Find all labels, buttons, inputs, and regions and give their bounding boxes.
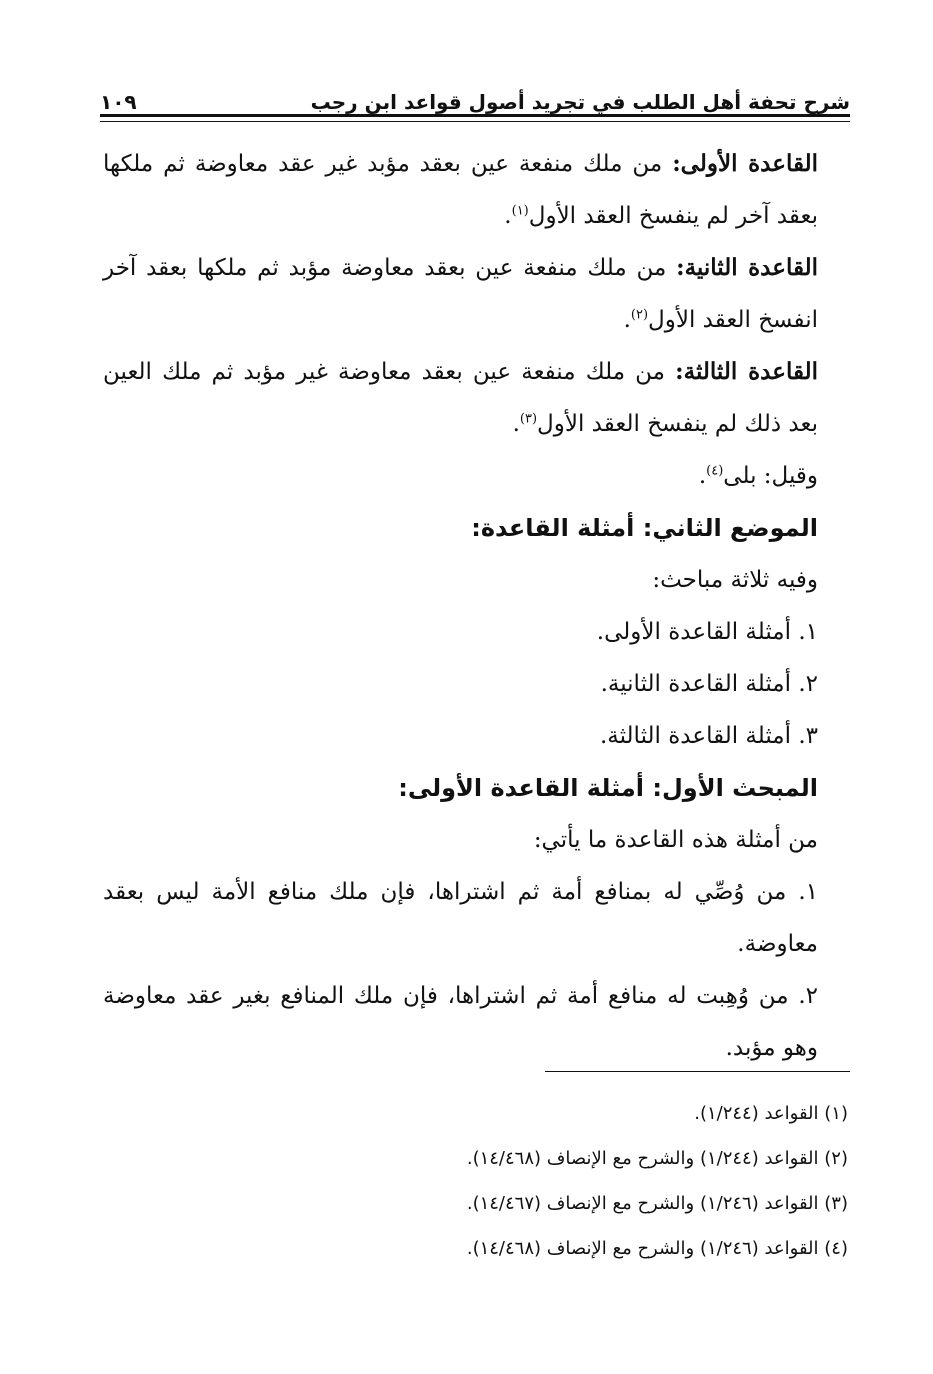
footnote-separator (545, 1071, 850, 1072)
running-title: شرح تحفة أهل الطلب في تجريد أصول قواعد ابن رجب (310, 90, 850, 114)
footnote-ref-4: (٤) (706, 463, 724, 479)
rule-3-text: من ملك منفعة عين بعقد معاوضة غير مؤبد ثم ملك العين بعد ذلك لم ينفسخ العقد الأول (103, 359, 818, 437)
qil-text: وقيل: بلى (723, 463, 818, 489)
footnotes (103, 1091, 848, 1271)
section-intro-2: من أمثلة هذه القاعدة ما يأتي: (533, 827, 818, 853)
section-heading-1: الموضع الثاني: أمثلة القاعدة: (471, 514, 818, 542)
rule-3-paragraph: القاعدة الثالثة: من ملك منفعة عين بعقد معاوضة غير مؤبد ثم ملك العين بعد ذلك لم ينفسخ العقد الأول$^{(٣)}$. (103, 358, 819, 437)
rule-3-lead: القاعدة الثالثة: (675, 358, 819, 385)
footnote-ref-1: (١) (511, 203, 529, 219)
footnote: (١) القواعد (١/٢٤٤). (694, 1103, 848, 1124)
section-heading-2: المبحث الأول: أمثلة القاعدة الأولى: (398, 774, 818, 802)
list-item: ٣. أمثلة القاعدة الثالثة. (599, 723, 818, 749)
example-2: ٢. من وُهِبت له منافع أمة ثم اشتراها، فإن ملك المنافع بغير عقد معاوضة وهو مؤبد. (103, 983, 818, 1061)
header-rule-thin (100, 121, 850, 122)
page-number: ١٠٩ (100, 90, 137, 114)
section-intro-1: وفيه ثلاثة مباحث: (652, 567, 818, 593)
header-rule-thick (100, 114, 850, 117)
list-item: ١. أمثلة القاعدة الأولى. (596, 619, 818, 645)
footnote: (٤) القواعد (١/٢٤٦) والشرح مع الإنصاف (١٤/٤٦٨). (466, 1238, 848, 1259)
running-header (100, 78, 850, 114)
list-item: ٢. أمثلة القاعدة الثانية. (600, 671, 818, 697)
rule-1-paragraph: القاعدة الأولى: من ملك منفعة عين بعقد مؤبد غير عقد معاوضة ثم ملكها بعقد آخر لم ينفسخ العقد الأول$^{(١)}$. (103, 150, 818, 229)
rule-2-text: من ملك منفعة عين بعقد معاوضة مؤبد ثم ملكها بعقد آخر انفسخ العقد الأول (103, 255, 818, 333)
footnote: (٢) القواعد (١/٢٤٤) والشرح مع الإنصاف (١٤/٤٦٨). (466, 1148, 848, 1169)
rule-1-lead: القاعدة الأولى: (672, 150, 818, 177)
rule-2-paragraph: القاعدة الثانية: من ملك منفعة عين بعقد معاوضة مؤبد ثم ملكها بعقد آخر انفسخ العقد الأول$^{(٢)}$. (103, 254, 818, 333)
footnote-ref-2: (٢) (630, 307, 649, 323)
footnote-ref-3: (٣) (519, 411, 538, 427)
rule-1-text: من ملك منفعة عين بعقد مؤبد غير عقد معاوضة ثم ملكها بعقد آخر لم ينفسخ العقد الأول (103, 151, 818, 229)
example-1: ١. من وُصِّي له بمنافع أمة ثم اشتراها، فإن ملك منافع الأمة ليس بعقد معاوضة. (103, 879, 818, 957)
main-text (103, 138, 848, 1074)
qil-paragraph: وقيل: بلى$^{(٤)}$. (698, 463, 818, 489)
rule-2-lead: القاعدة الثانية: (676, 254, 818, 281)
footnote: (٣) القواعد (١/٢٤٦) والشرح مع الإنصاف (١٤/٤٦٧). (466, 1193, 848, 1214)
